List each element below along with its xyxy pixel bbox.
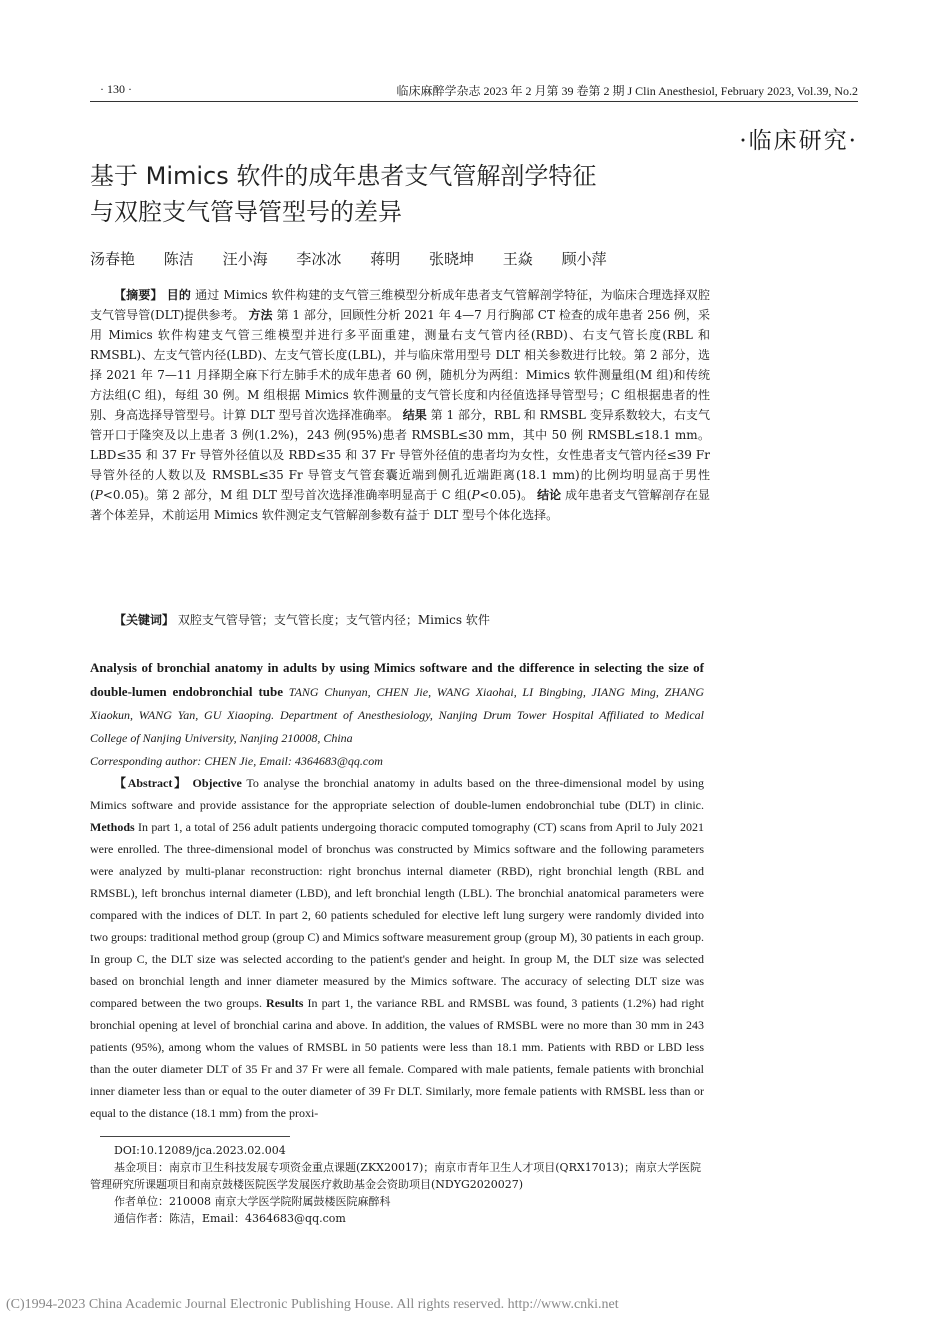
results-text: <0.05)。第 2 部分，M 组 DLT 型号首次选择准确率明显高于 C 组( xyxy=(102,488,472,502)
english-title-block xyxy=(90,656,704,773)
abstract-label: 【Abstract】 xyxy=(114,776,188,790)
objective-text: To analyse the bronchial anatomy in adults based on the three-dimensional model by using Mimics software and provide assistance for the appropriate selection of double-lumen endobronchial tube (DLT) in clinic. xyxy=(90,776,704,812)
chinese-keywords xyxy=(90,610,710,630)
author: 张晓坤 xyxy=(428,250,474,268)
methods-label: Methods xyxy=(90,820,135,834)
abstract-label: 【摘要】 xyxy=(114,288,163,302)
results-text: In part 1, the variance RBL and RMSBL was found, 3 patients (1.2%) had right bronchial opening at level of bronchial carina and above. In addition, the values of RMSBL were no more than 30 mm in 243 patients (95%), among whom the values of RMSBL in 50 patients were less than 18.1 mm. Patients with RBD or LBD less than the outer diameter DLT of 35 Fr and 37 Fr were all female. Compared with male patients, female patients with bronchial inner diameter less than or equal to the outer diameter of 39 Fr DLT. Similarly, more female patients with RMSBL less than or equal to the distance (18.1 mm) from the proxi- xyxy=(90,996,705,1120)
author: 陈洁 xyxy=(163,250,194,268)
author-unit: 作者单位：210008 南京大学医学院附属鼓楼医院麻醉科 xyxy=(114,1195,391,1208)
article-title xyxy=(90,158,596,230)
author: 顾小萍 xyxy=(561,250,607,268)
journal-header: 临床麻醉学杂志 2023 年 2 月第 39 卷第 2 期 J Clin Anesthesiol, February 2023, Vol.39, No.2 xyxy=(396,84,858,98)
chinese-abstract xyxy=(90,285,710,525)
doi: DOI:10.12089/jca.2023.02.004 xyxy=(114,1144,286,1157)
english-affiliation: Department of Anesthesiology, Nanjing Drum Tower Hospital Affiliated to Medical College of Nanjing University, Nanjing 210008, China xyxy=(90,708,705,745)
objective-label: 目的 xyxy=(166,288,192,302)
page-number: · 130 · xyxy=(100,82,132,96)
title-line-1: 基于 Mimics 软件的成年患者支气管解剖学特征 xyxy=(90,162,597,190)
section-tag: ·临床研究· xyxy=(739,128,858,154)
results-text: <0.05)。 xyxy=(479,488,534,502)
conclusion-text: 成年患者支气管解剖存在显著个体差异，术前运用 Mimics 软件测定支气管解剖参数有益于 DLT 型号个体化选择。 xyxy=(90,488,710,522)
title-line-2: 与双腔支气管导管型号的差异 xyxy=(90,198,402,226)
author: 汪小海 xyxy=(222,250,268,268)
results-label: Results xyxy=(266,996,304,1010)
footnotes xyxy=(90,1142,710,1227)
fund-info: 基金项目：南京市卫生科技发展专项资金重点课题(ZKX20017)；南京市青年卫生人才项目(QRX17013)；南京大学医院管理研究所课题项目和南京鼓楼医院医学发展医疗救助基金会资助项目(NDYG2020027) xyxy=(90,1161,701,1191)
methods-text: In part 1, a total of 256 adult patients undergoing thoracic computed tomography (CT) scans from April to July 2021 were enrolled. The three-dimensional model of bronchus was constructed by Mimics software and the following parameters were analyzed by multi-planar reconstruction: right bronchus internal diameter (RBD), right bronchial length (RBL and RMSBL), left bronchus internal diameter (LBD), and left bronchial length (LBL). The bronchial anatomical parameters were compared with the indices of DLT. In part 2, 60 patients scheduled for elective left lung surgery were randomly divided into two groups: traditional method group (group C) and Mimics software measurement group (group M), 30 patients in each group. In group C, the DLT size was selected according to the patient's gender and height. In group M, the DLT size was selected based on bronchial length and inner diameter measured by the Mimics software. The accuracy of selecting DLT size was compared between the two groups. xyxy=(90,820,705,1010)
author: 李冰冰 xyxy=(296,250,342,268)
p-symbol: P xyxy=(471,488,480,502)
english-corresponding: Corresponding author: CHEN Jie, Email: 4364683@qq.com xyxy=(90,754,383,768)
objective-text: 通过 Mimics 软件构建的支气管三维模型分析成年患者支气管解剖学特征，为临床合理选择双腔支气管导管(DLT)提供参考。 xyxy=(90,288,710,322)
english-authors: TANG Chunyan, CHEN Jie, WANG Xiaohai, LI Bingbing, JIANG Ming, ZHANG Xiaokun, WANG Yan, GU Xiaoping. xyxy=(90,685,704,722)
keywords-label: 【关键词】 xyxy=(114,613,175,627)
author: 王焱 xyxy=(502,250,533,268)
copyright-watermark: (C)1994-2023 China Academic Journal Electronic Publishing House. All rights reserved. http://www.cnki.net xyxy=(6,1297,619,1312)
p-symbol: P xyxy=(94,488,103,502)
author: 汤春艳 xyxy=(90,250,136,268)
author-list xyxy=(90,248,621,269)
results-label: 结果 xyxy=(402,408,427,422)
header-rule xyxy=(90,101,858,102)
methods-label: 方法 xyxy=(248,308,273,322)
author: 蒋明 xyxy=(370,250,401,268)
corresponding-author: 通信作者：陈洁，Email：4364683@qq.com xyxy=(114,1212,346,1225)
objective-label: Objective xyxy=(192,776,242,790)
methods-text: 第 1 部分，回顾性分析 2021 年 4—7 月行胸部 CT 检查的成年患者 256 例，采用 Mimics 软件构建支气管三维模型并进行多平面重建，测量右支气管内径(RBD)、右支气管长度(RBL 和 RMSBL)、左支气管内径(LBD)、左支气管长度(LBL)，并与临床常用型号 DLT 相关参数进行比较。第 2 部分，选择 2021 年 7—11 月择期全麻下行左肺手术的成年患者 60 例，随机分为两组：Mimics 软件测量组(M 组)和传统方法组(C 组)，每组 30 例。M 组根据 Mimics 软件测量的支气管长度和内径值选择导管型号；C 组根据患者的性别、身高选择导管型号。计算 DLT 型号首次选择准确率。 xyxy=(90,308,710,422)
footnote-rule xyxy=(100,1136,290,1137)
results-text: 第 1 部分，RBL 和 RMSBL 变异系数较大，右支气管开口于隆突及以上患者 3 例(1.2%)，243 例(95%)患者 RMSBL≤30 mm，其中 50 例 RMSBL≤18.1 mm。LBD≤35 和 37 Fr 导管外径值以及 RBD≤35 和 37 Fr 导管外径值的患者均为女性，女性患者支气管内径≤39 Fr 导管外径的人数以及 RMSBL≤35 Fr 导管支气管套囊近端到侧孔近端距离(18.1 mm)的比例均明显高于男性( xyxy=(90,408,710,502)
english-abstract xyxy=(90,772,704,1124)
conclusion-label: 结论 xyxy=(537,488,562,502)
keywords-text: 双腔支气管导管；支气管长度；支气管内径；Mimics 软件 xyxy=(177,613,490,627)
english-title: Analysis of bronchial anatomy in adults by using Mimics software and the difference in selecting the size of double-lumen endobronchial tube xyxy=(90,660,704,699)
